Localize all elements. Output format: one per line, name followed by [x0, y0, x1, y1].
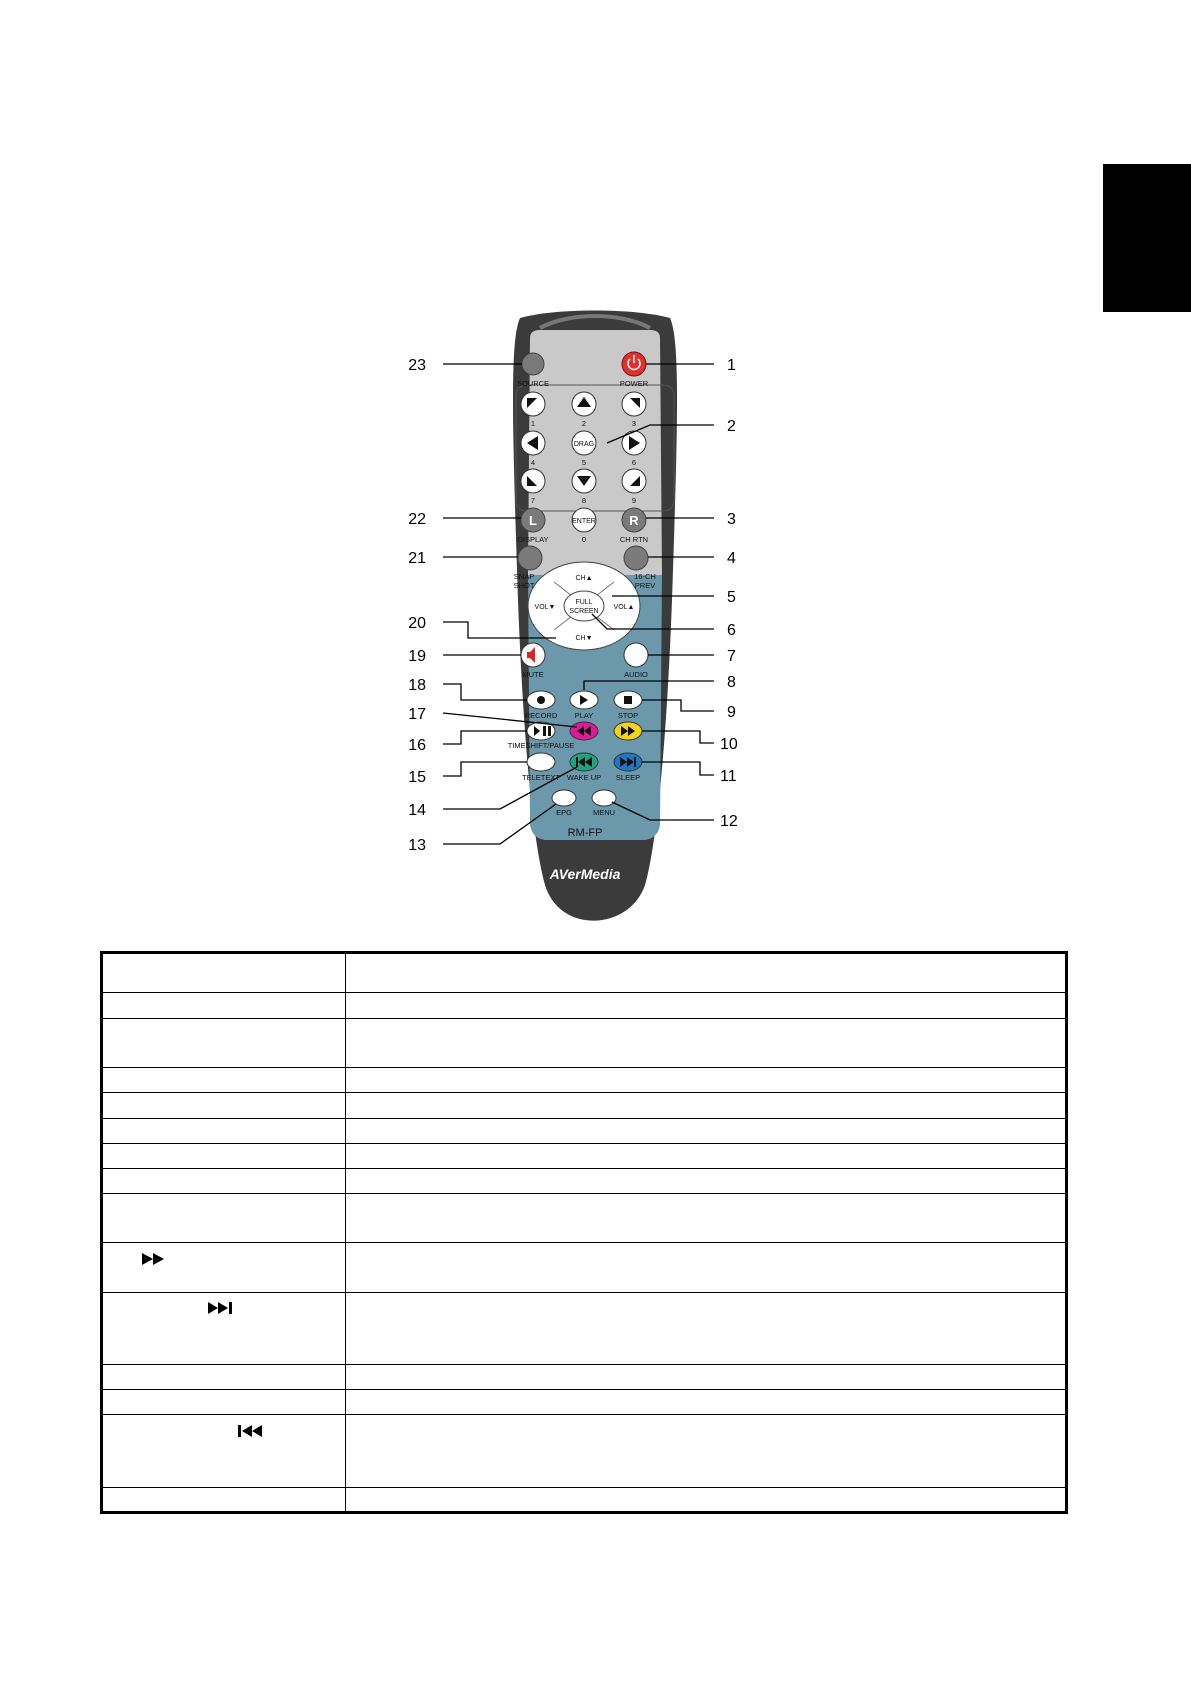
- callout-5: 5: [727, 589, 736, 606]
- snap-label: SNAP: [513, 572, 535, 581]
- num7-button[interactable]: [521, 469, 545, 493]
- ch-rtn-label: CH RTN: [619, 535, 649, 544]
- table-cell: [346, 953, 1067, 993]
- callout-16: 16: [408, 737, 426, 754]
- num4-label: 4: [530, 458, 536, 467]
- num6-label: 6: [631, 458, 637, 467]
- table-cell: [346, 992, 1067, 1018]
- table-row: [102, 1292, 1067, 1364]
- vol-up-label: VOL▲: [613, 604, 635, 611]
- stop-icon: [624, 696, 632, 704]
- screen-label: SCREEN: [569, 608, 599, 615]
- r-key-label: R: [629, 513, 639, 528]
- callout-14: 14: [408, 802, 426, 819]
- table-row: [102, 1019, 1067, 1068]
- table-row: [102, 1390, 1067, 1415]
- callout-6: 6: [727, 622, 736, 639]
- callout-11: 11: [720, 768, 737, 785]
- brand-logo: AVerMedia: [549, 866, 621, 882]
- drag-label: DRAG: [573, 441, 595, 448]
- table-row: [102, 1243, 1067, 1292]
- table-cell: [102, 1390, 346, 1415]
- num8-label: 8: [581, 496, 587, 505]
- model-label: RM-FP: [567, 827, 603, 839]
- table-row: [102, 1068, 1067, 1093]
- mute-label: MUTE: [522, 670, 544, 679]
- callout-20: 20: [408, 615, 426, 632]
- prev16-b-label: PREV: [634, 581, 656, 590]
- num2-label: 2: [581, 419, 587, 428]
- table-cell: [346, 1093, 1067, 1118]
- callout-3: 3: [727, 511, 736, 528]
- full-screen-button[interactable]: [564, 591, 604, 621]
- table-cell: [102, 1093, 346, 1118]
- table-row: [102, 1118, 1067, 1143]
- table-cell: [346, 1068, 1067, 1093]
- source-label: SOURCE: [516, 379, 550, 388]
- callout-19: 19: [408, 648, 426, 665]
- callout-12: 12: [720, 813, 738, 830]
- table-row: [102, 1365, 1067, 1390]
- menu-label: MENU: [592, 808, 616, 817]
- skip-back-icon: [237, 1424, 265, 1438]
- callout-9: 9: [727, 704, 736, 721]
- table-cell: [102, 1292, 346, 1364]
- num9-button[interactable]: [622, 469, 646, 493]
- table-cell: [102, 1118, 346, 1143]
- table-cell: [102, 1194, 346, 1243]
- vol-down-label: VOL▼: [534, 604, 556, 611]
- table-cell: [102, 992, 346, 1018]
- callout-15: 15: [408, 769, 426, 786]
- callout-18: 18: [408, 677, 426, 694]
- callout-10: 10: [720, 736, 738, 753]
- timeshift-label: TIMESHIFT/PAUSE: [507, 741, 575, 750]
- record-label: RECORD: [524, 711, 558, 720]
- table-cell: [102, 1168, 346, 1193]
- table-row: [102, 1194, 1067, 1243]
- callout-4: 4: [727, 550, 736, 567]
- num3-button[interactable]: [622, 392, 646, 416]
- num3-label: 3: [631, 419, 637, 428]
- stop-label: STOP: [617, 711, 639, 720]
- snapshot-button[interactable]: [518, 546, 542, 570]
- table-cell: [346, 1143, 1067, 1168]
- button-description-table: [100, 951, 1068, 1514]
- num0-label: 0: [581, 535, 587, 544]
- record-icon: [537, 696, 545, 704]
- table-cell: [102, 1487, 346, 1512]
- table-row: [102, 1168, 1067, 1193]
- shot-label: SHOT: [513, 581, 535, 590]
- full-label: FULL: [575, 599, 593, 606]
- table-cell: [346, 1292, 1067, 1364]
- num1-label: 1: [530, 419, 536, 428]
- callout-21: 21: [408, 550, 426, 567]
- display-label: DISPLAY: [517, 535, 549, 544]
- 16ch-prev-button[interactable]: [624, 546, 648, 570]
- table-row: [102, 1487, 1067, 1512]
- table-cell: [346, 1415, 1067, 1487]
- epg-label: EPG: [556, 808, 572, 817]
- play-label: PLAY: [574, 711, 594, 720]
- callout-8: 8: [727, 674, 736, 691]
- table-cell: [346, 1243, 1067, 1292]
- wakeup-label: WAKE UP: [566, 773, 602, 782]
- num7-label: 7: [530, 496, 536, 505]
- table-row: [102, 953, 1067, 993]
- ch-up-label: CH▲: [575, 575, 593, 582]
- l-key-label: L: [529, 513, 537, 528]
- callout-1: 1: [727, 357, 736, 374]
- sleep-label: SLEEP: [615, 773, 641, 782]
- callout-17: 17: [408, 706, 426, 723]
- table-row: [102, 1415, 1067, 1487]
- table-cell: [102, 1019, 346, 1068]
- table-cell: [346, 1118, 1067, 1143]
- audio-button[interactable]: [624, 643, 648, 667]
- table-cell: [102, 953, 346, 993]
- table-cell: [346, 1487, 1067, 1512]
- table-row: [102, 992, 1067, 1018]
- table-cell: [346, 1365, 1067, 1390]
- table-cell: [102, 1143, 346, 1168]
- callout-22: 22: [408, 511, 426, 528]
- teletext-label: TELETEXT: [522, 773, 560, 782]
- menu-button[interactable]: [592, 790, 616, 806]
- table-cell: [346, 1390, 1067, 1415]
- ch-down-label: CH▼: [575, 635, 593, 642]
- callout-7: 7: [727, 648, 736, 665]
- teletext-button[interactable]: [527, 753, 555, 771]
- table-cell: [102, 1415, 346, 1487]
- source-button[interactable]: [522, 353, 544, 375]
- fast-forward-icon: [141, 1252, 167, 1266]
- table-cell: [346, 1168, 1067, 1193]
- table-cell: [102, 1243, 346, 1292]
- table-row: [102, 1143, 1067, 1168]
- callout-13: 13: [408, 837, 426, 854]
- callout-23: 23: [408, 357, 426, 374]
- table-cell: [346, 1194, 1067, 1243]
- num1-button[interactable]: [521, 392, 545, 416]
- power-label: POWER: [619, 379, 649, 388]
- audio-label: AUDIO: [624, 670, 648, 679]
- enter-label: ENTER: [572, 518, 596, 525]
- table-row: [102, 1093, 1067, 1118]
- prev16-a-label: 16-CH: [634, 572, 656, 581]
- callout-2: 2: [727, 418, 736, 435]
- skip-forward-icon: [207, 1301, 235, 1315]
- table-cell: [102, 1365, 346, 1390]
- table-cell: [346, 1019, 1067, 1068]
- num5-label: 5: [581, 458, 587, 467]
- num9-label: 9: [631, 496, 637, 505]
- table-cell: [102, 1068, 346, 1093]
